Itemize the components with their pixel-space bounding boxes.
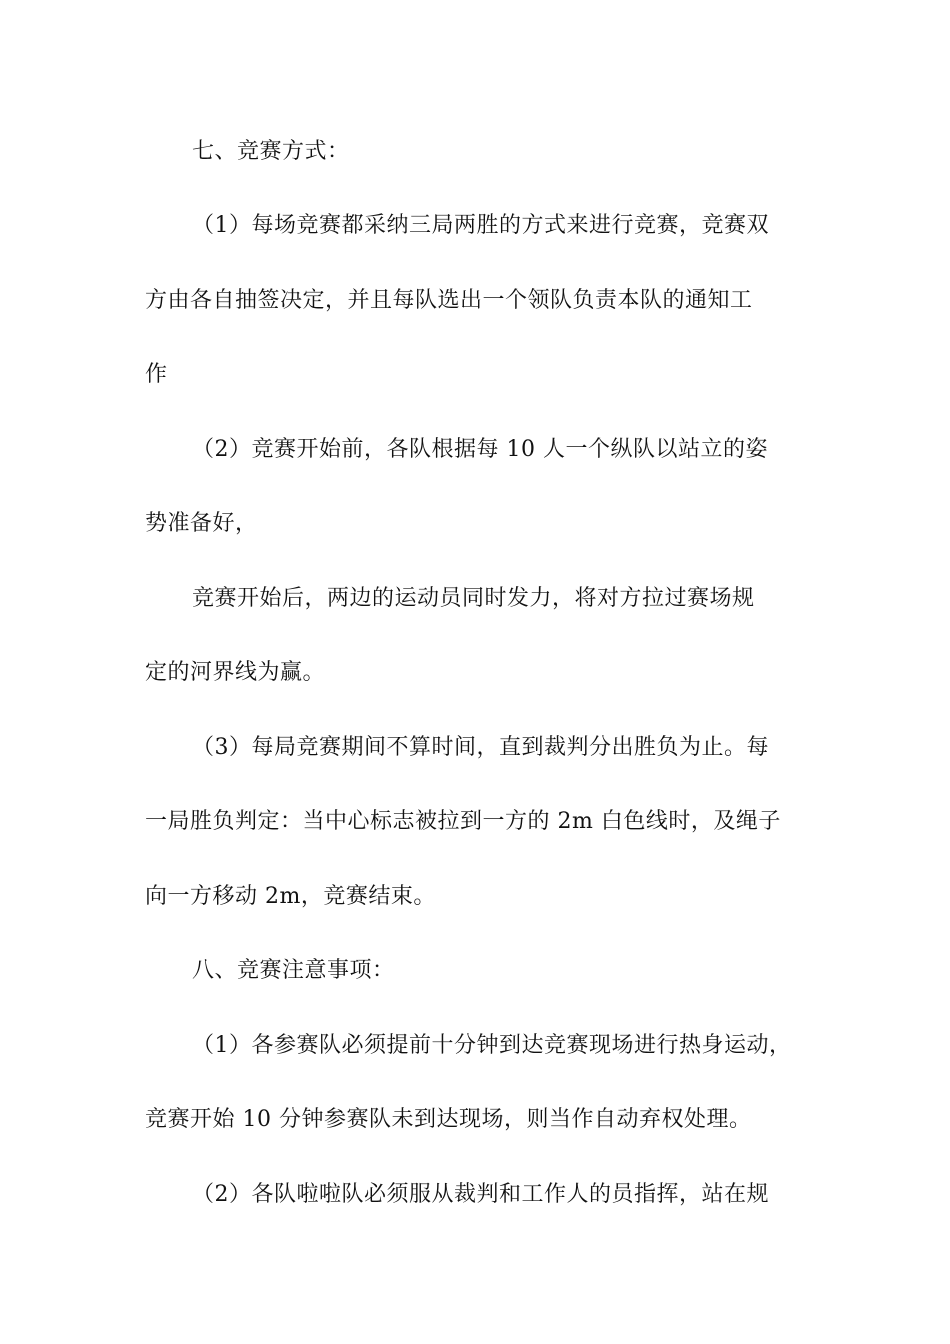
paragraph-line: （2）竞赛开始前，各队根据每 10 人一个纵队以站立的姿 (192, 437, 768, 462)
paragraph-line: （2）各队啦啦队必须服从裁判和工作人的员指挥，站在规 (192, 1182, 769, 1207)
section-heading-8: 八、竞赛注意事项： (192, 958, 395, 983)
paragraph-line: 一局胜负判定：当中心标志被拉到一方的 2m 白色线时，及绳子 (145, 809, 781, 834)
section-heading-7: 七、竞赛方式： (192, 139, 350, 164)
paragraph-line: 竞赛开始 10 分钟参赛队未到达现场，则当作自动弃权处理。 (145, 1107, 752, 1132)
paragraph-line: 竞赛开始后，两边的运动员同时发力，将对方拉过赛场规 (192, 586, 755, 611)
paragraph-line: 方由各自抽签决定，并且每队选出一个领队负责本队的通知工 (145, 288, 753, 313)
paragraph-line: 作 (145, 362, 168, 387)
paragraph-line: （1）每场竞赛都采纳三局两胜的方式来进行竞赛，竞赛双 (192, 213, 769, 238)
paragraph-line: （1）各参赛队必须提前十分钟到达竞赛现场进行热身运动， (192, 1033, 792, 1058)
paragraph-line: 势准备好， (145, 511, 258, 536)
paragraph-line: （3）每局竞赛期间不算时间，直到裁判分出胜负为止。每 (192, 735, 769, 760)
paragraph-line: 向一方移动 2m，竞赛结束。 (145, 884, 436, 909)
paragraph-line: 定的河界线为赢。 (145, 660, 326, 685)
